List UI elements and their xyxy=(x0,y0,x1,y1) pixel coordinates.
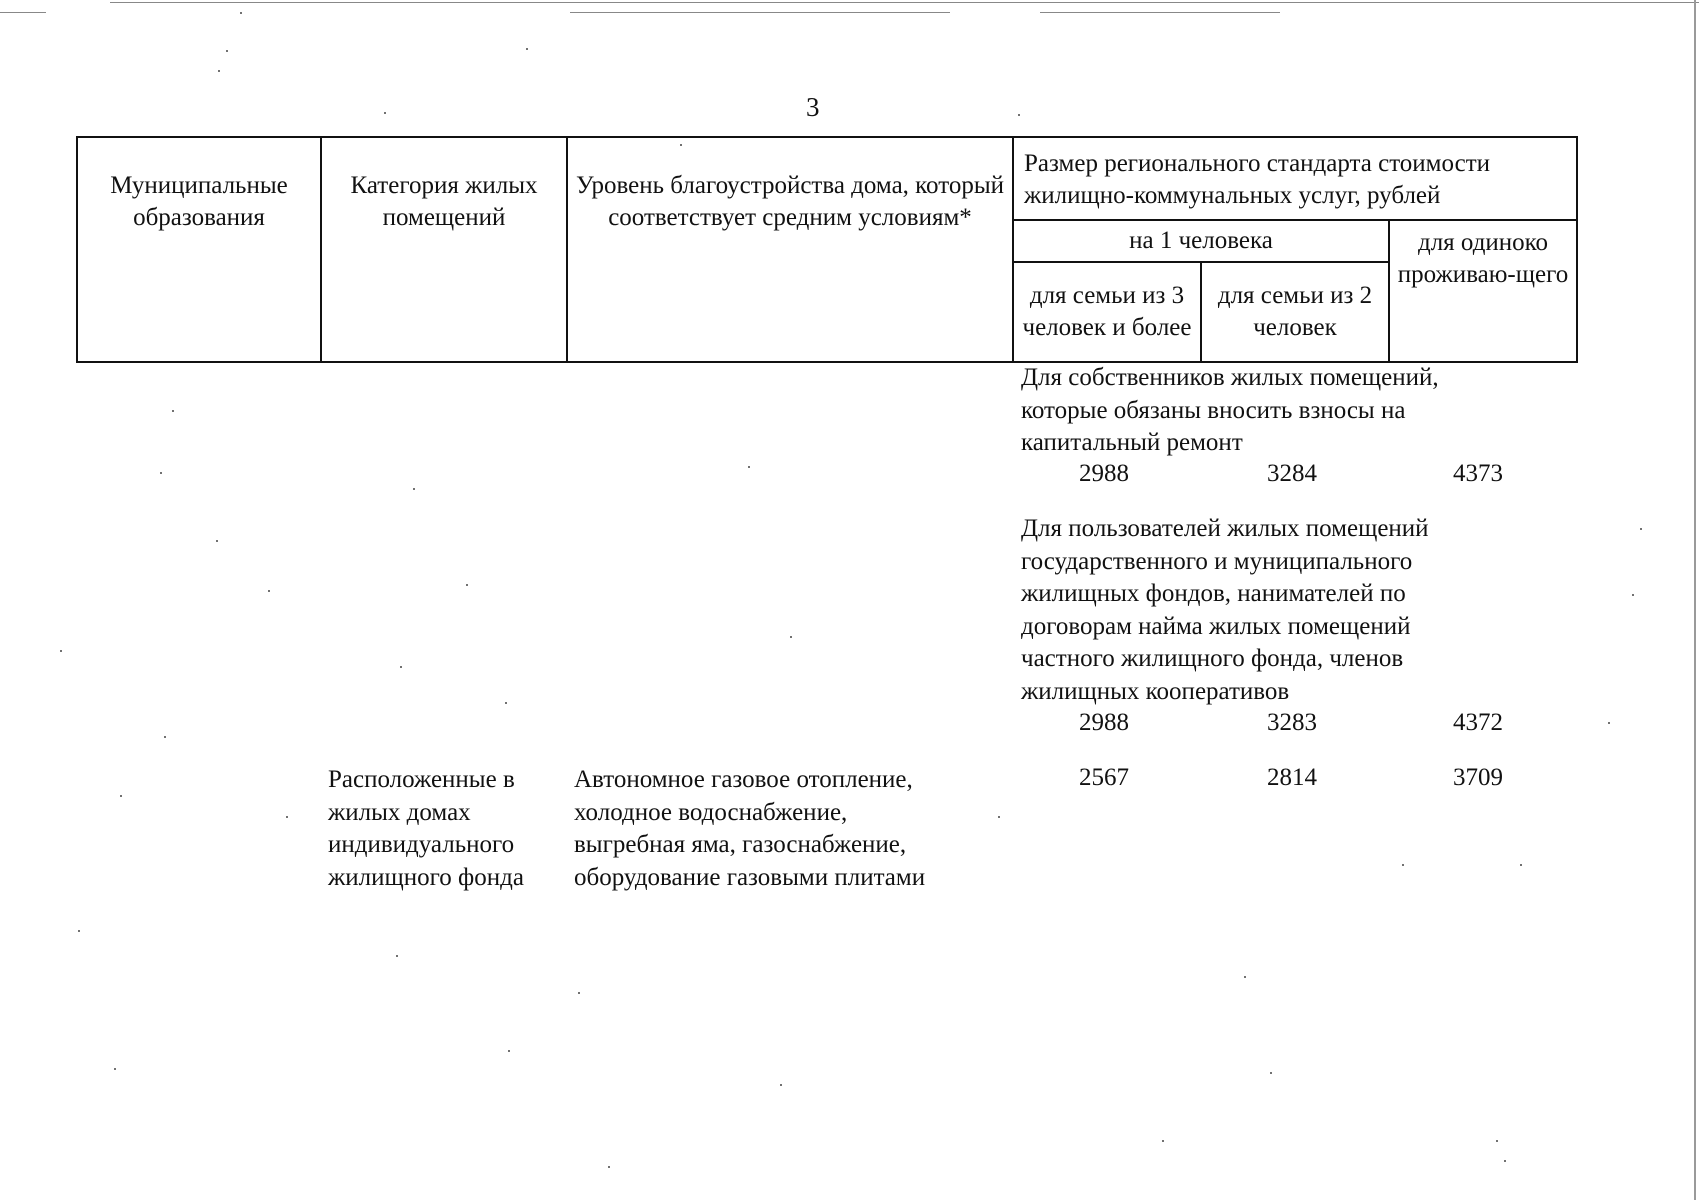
scan-speck xyxy=(1018,114,1020,116)
caption-line: договорам найма жилых помещений xyxy=(1021,612,1411,640)
scan-speck xyxy=(748,466,750,468)
caption-line: жилищных фондов, нанимателей по xyxy=(1021,580,1406,607)
category-line: жилых домах xyxy=(328,798,471,826)
section-2-value-single: 4372 xyxy=(1453,709,1503,736)
level-line: выгребная яма, газоснабжение, xyxy=(574,831,907,858)
section-1-caption xyxy=(1021,362,1439,460)
scan-speck xyxy=(268,590,270,592)
scan-speck xyxy=(998,816,1000,818)
scan-speck xyxy=(578,992,580,994)
scan-speck xyxy=(218,70,220,72)
header-per-person: на 1 человека xyxy=(1013,220,1389,262)
caption-line: которые обязаны вносить взносы на xyxy=(1021,396,1406,424)
header-category: Категория жилых помещений xyxy=(321,137,567,362)
scan-edge-line xyxy=(570,12,950,13)
scan-speck xyxy=(508,1050,510,1052)
scan-edge-line xyxy=(110,2,1699,3)
scan-speck xyxy=(1640,528,1642,530)
section-2-value-family2: 3283 xyxy=(1267,709,1317,736)
caption-line: государственного и муниципального xyxy=(1021,547,1413,575)
scan-speck xyxy=(1402,864,1404,866)
category-line: жилищного фонда xyxy=(328,863,524,891)
section-1-value-single: 4373 xyxy=(1453,460,1503,487)
section-2-caption xyxy=(1021,513,1429,708)
scan-speck xyxy=(1270,1072,1272,1074)
scan-speck xyxy=(505,702,507,704)
row-value-single: 3709 xyxy=(1453,764,1503,791)
scan-speck xyxy=(790,636,792,638)
scan-speck xyxy=(466,584,468,586)
scan-speck xyxy=(1162,1140,1164,1142)
scan-speck xyxy=(608,1166,610,1168)
level-line: холодное водоснабжение, xyxy=(574,798,848,826)
scan-speck xyxy=(226,50,228,52)
section-1-value-family3: 2988 xyxy=(1079,460,1129,487)
scan-speck xyxy=(384,112,386,114)
header-level: Уровень благоустройства дома, который соответствует средним условиям* xyxy=(567,137,1013,362)
caption-line: Для собственников жилых помещений, xyxy=(1021,364,1439,391)
header-single: для одиноко проживаю-щего xyxy=(1389,220,1577,362)
scan-speck xyxy=(1244,976,1246,978)
caption-line: капитальный ремонт xyxy=(1021,429,1243,456)
scan-edge-right xyxy=(1694,0,1696,1200)
scan-speck xyxy=(216,540,218,542)
scan-speck xyxy=(172,410,174,412)
level-line: Автономное газовое отопление, xyxy=(574,766,913,793)
scan-speck xyxy=(60,650,62,652)
scan-speck xyxy=(160,472,162,474)
scan-speck xyxy=(1608,722,1610,724)
section-1-value-family2: 3284 xyxy=(1267,460,1317,487)
header-standard: Размер регионального стандарта стоимости жилищно-коммунальных услуг, рублей xyxy=(1013,137,1577,220)
category-line: индивидуального xyxy=(328,831,515,858)
scan-speck xyxy=(120,795,122,797)
header-family3: для семьи из 3 человек и более xyxy=(1013,262,1201,362)
scan-speck xyxy=(400,666,402,668)
scan-speck xyxy=(78,930,80,932)
scan-edge-line xyxy=(1040,12,1280,13)
scan-speck xyxy=(1504,1160,1506,1162)
caption-line: частного жилищного фонда, членов xyxy=(1021,645,1404,672)
scan-speck xyxy=(680,144,682,146)
header-table xyxy=(76,136,1578,363)
scan-speck xyxy=(1632,594,1634,596)
row-category xyxy=(328,764,524,894)
caption-line: Для пользователей жилых помещений xyxy=(1021,515,1429,542)
scan-speck xyxy=(240,12,242,14)
scan-speck xyxy=(526,48,528,50)
scan-speck xyxy=(396,955,398,957)
scan-speck xyxy=(286,816,288,818)
row-value-family3: 2567 xyxy=(1079,764,1129,791)
scan-speck xyxy=(413,488,415,490)
caption-line: жилищных кооперативов xyxy=(1021,677,1290,705)
header-municipal: Муниципальные образования xyxy=(77,137,321,362)
header-family2: для семьи из 2 человек xyxy=(1201,262,1389,362)
scan-speck xyxy=(1496,1140,1498,1142)
scan-speck xyxy=(164,736,166,738)
scan-edge-line xyxy=(0,12,46,13)
row-level xyxy=(574,764,925,894)
scan-speck xyxy=(1520,864,1522,866)
level-line: оборудование газовыми плитами xyxy=(574,863,926,891)
scan-speck xyxy=(114,1068,116,1070)
section-2-value-family3: 2988 xyxy=(1079,709,1129,736)
category-line: Расположенные в xyxy=(328,766,515,793)
scan-speck xyxy=(780,1084,782,1086)
row-value-family2: 2814 xyxy=(1267,764,1317,791)
page-number: 3 xyxy=(806,92,820,122)
